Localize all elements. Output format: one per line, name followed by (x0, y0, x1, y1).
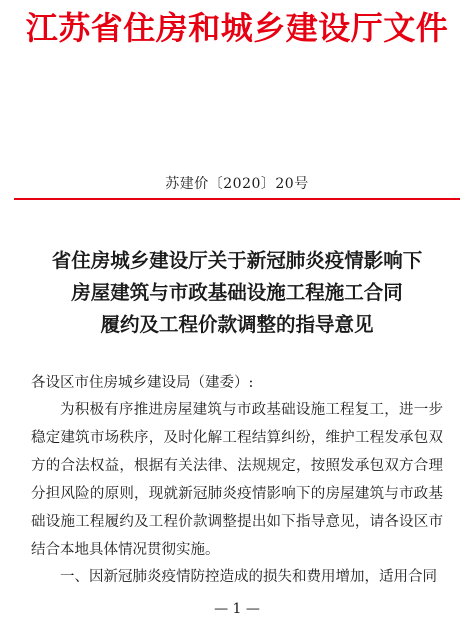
title-line-3: 履约及工程价款调整的指导意见 (100, 313, 374, 336)
red-divider-line (14, 198, 460, 200)
document-number: 苏建价〔2020〕20号 (165, 176, 309, 192)
document-title (0, 245, 474, 341)
title-line-1: 省住房城乡建设厅关于新冠肺炎疫情影响下 (51, 249, 423, 272)
body-paragraph: 为积极有序推进房屋建筑与市政基础设施工程复工，进一步稳定建筑市场秩序，及时化解工程结算纠纷，维护工程发承包双方的合法权益，根据有关法律、法规规定，按照发承包双方合理分担风险的原则，现就新冠肺炎疫情影响下的房屋建筑与市政基础设施工程履约及工程价款调整提出如下指导意见，请各设区市结合本地具体情况贯彻实施。 (31, 402, 443, 558)
page-number: — 1 — (214, 601, 260, 617)
agency-header: 江苏省住房和城乡建设厅文件 (25, 9, 449, 47)
title-line-2: 房屋建筑与市政基础设施工程施工合同 (71, 281, 403, 304)
salutation: 各设区市住房城乡建设局（建委）: (31, 375, 254, 391)
section-one-heading: 一、因新冠肺炎疫情防控造成的损失和费用增加，适用合同 (60, 569, 437, 585)
